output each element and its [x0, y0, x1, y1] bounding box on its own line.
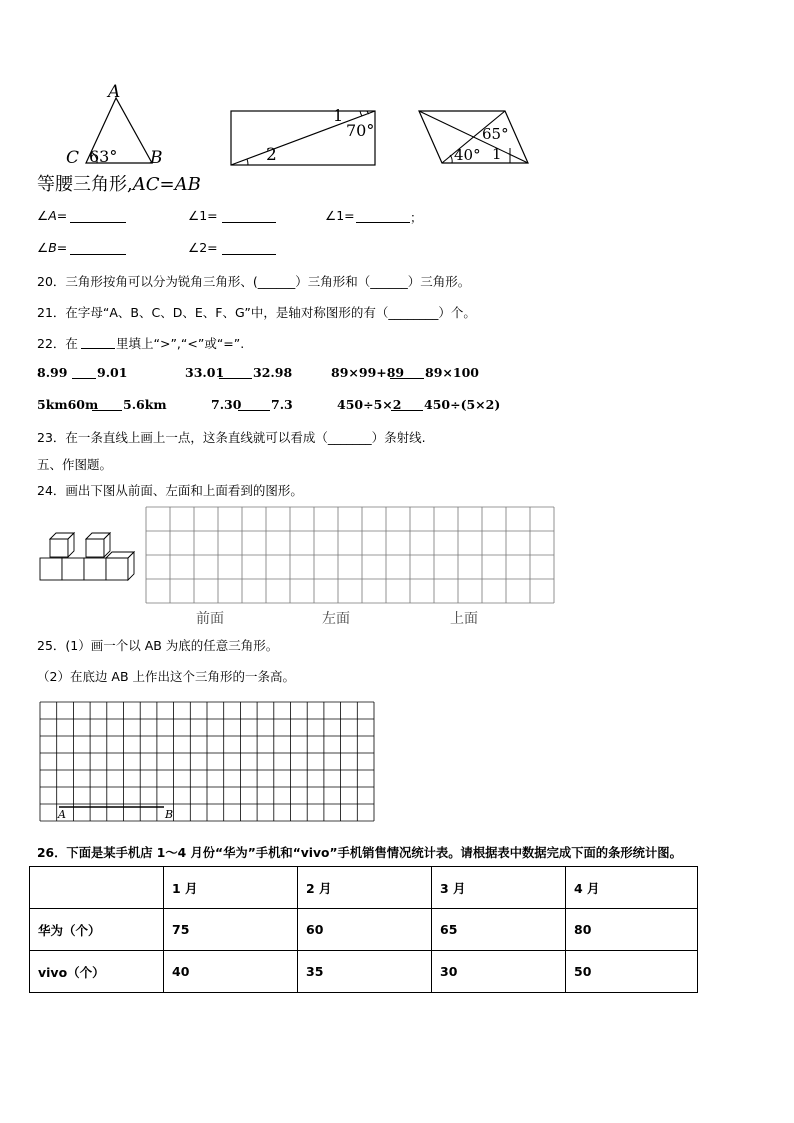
question-21: 21．在字母“A、B、C、D、E、F、G”中，是轴对称图形的有（________）个。	[37, 305, 476, 320]
answer-angle-2-line[interactable]	[222, 254, 276, 255]
answer-angle-b-label: ∠B=	[37, 240, 68, 255]
compare-blank[interactable]	[72, 378, 96, 379]
compare-blank[interactable]	[391, 410, 423, 411]
question-20: 20．三角形按角可以分为锐角三角形、(______）三角形和（______）三角形。	[37, 274, 471, 289]
triangle-vertex-b: B	[150, 148, 163, 168]
question-22-example-blank	[81, 348, 115, 349]
table-header-cell	[30, 867, 164, 909]
table-header-cell: 2 月	[298, 867, 432, 909]
question-24: 24．画出下图从前面、左面和上面看到的图形。	[37, 483, 303, 498]
rectangle-angle-70: 70°	[346, 121, 375, 140]
table-cell: 75	[164, 909, 298, 951]
question-25-part-1: 25．(1）画一个以 AB 为底的任意三角形。	[37, 638, 279, 653]
question-25-part-2: （2）在底边 AB 上作出这个三角形的一条高。	[37, 669, 296, 684]
view-label-top: 上面	[450, 611, 478, 627]
q24-drawing-grid[interactable]	[145, 506, 555, 606]
compare-item: 8.99	[37, 365, 68, 380]
parallelogram-angle-40: 40°	[454, 146, 481, 164]
rectangle-angle-1: 1	[333, 106, 344, 125]
section-5-heading: 五、作图题。	[37, 457, 113, 472]
compare-item: 450÷(5×2)	[424, 397, 501, 412]
compare-item: 450÷5×2	[337, 397, 402, 412]
caption-prefix: 等腰三角形,	[37, 174, 133, 195]
table-header-cell: 3 月	[432, 867, 566, 909]
answer-semicolon: ；	[410, 210, 423, 225]
cube-stack-figure	[36, 528, 136, 584]
q25-drawing-grid[interactable]	[39, 701, 375, 823]
q25-point-a: A	[58, 808, 66, 821]
compare-blank[interactable]	[238, 410, 270, 411]
answer-angle-1b-label: ∠1=	[325, 208, 355, 223]
q25-point-b: B	[165, 808, 174, 821]
table-cell: 30	[432, 951, 566, 993]
answer-angle-a-line[interactable]	[70, 222, 126, 223]
compare-item: 9.01	[97, 365, 128, 380]
compare-item: 5km60m	[37, 397, 99, 412]
triangle-vertex-c: C	[66, 148, 80, 168]
table-cell: 35	[298, 951, 432, 993]
compare-item: 7.3	[271, 397, 293, 412]
answer-angle-1a-line[interactable]	[222, 222, 276, 223]
compare-blank[interactable]	[390, 378, 424, 379]
view-label-front: 前面	[196, 611, 224, 627]
sales-table	[29, 866, 698, 993]
caption-expression: AC=AB	[132, 174, 201, 195]
answer-angle-1b-line[interactable]	[356, 222, 410, 223]
table-row	[30, 909, 698, 951]
compare-item: 32.98	[253, 365, 293, 380]
question-22-prompt-start: 22．在	[37, 336, 78, 351]
table-cell: 40	[164, 951, 298, 993]
table-header-cell: 1 月	[164, 867, 298, 909]
compare-blank[interactable]	[92, 410, 122, 411]
compare-item: 89×99+89	[331, 365, 405, 380]
parallelogram-angle-65: 65°	[482, 125, 509, 143]
question-22-prompt-end: 里填上“>”,“<”或“=”.	[116, 336, 245, 351]
table-header-row	[30, 867, 698, 909]
compare-blank[interactable]	[219, 378, 252, 379]
table-row-label: 华为（个）	[30, 909, 164, 951]
figure-caption	[37, 170, 201, 196]
view-label-left: 左面	[322, 611, 350, 627]
compare-item: 7.30	[211, 397, 242, 412]
table-row	[30, 951, 698, 993]
table-cell: 65	[432, 909, 566, 951]
question-23: 23．在一条直线上画上一点，这条直线就可以看成（_______）条射线.	[37, 430, 426, 445]
answer-angle-a-label: ∠A=	[37, 208, 68, 223]
compare-item: 89×100	[425, 365, 479, 380]
answer-angle-b-line[interactable]	[70, 254, 126, 255]
table-row-label: vivo（个）	[30, 951, 164, 993]
answer-angle-1a-label: ∠1=	[188, 208, 218, 223]
table-cell: 60	[298, 909, 432, 951]
table-cell: 50	[566, 951, 698, 993]
table-header-cell: 4 月	[566, 867, 698, 909]
rectangle-angle-2: 2	[266, 145, 277, 165]
compare-item: 5.6km	[123, 397, 167, 412]
answer-angle-2-label: ∠2=	[188, 240, 218, 255]
parallelogram-angle-1: 1	[492, 145, 502, 163]
question-26: 26．下面是某手机店 1～4 月份“华为”手机和“vivo”手机销售情况统计表。请根据表中数据完成下面的条形统计图。	[37, 846, 682, 860]
triangle-vertex-a: A	[108, 82, 121, 102]
compare-item: 33.01	[185, 365, 225, 380]
table-cell: 80	[566, 909, 698, 951]
triangle-angle-63: 63°	[89, 147, 118, 166]
